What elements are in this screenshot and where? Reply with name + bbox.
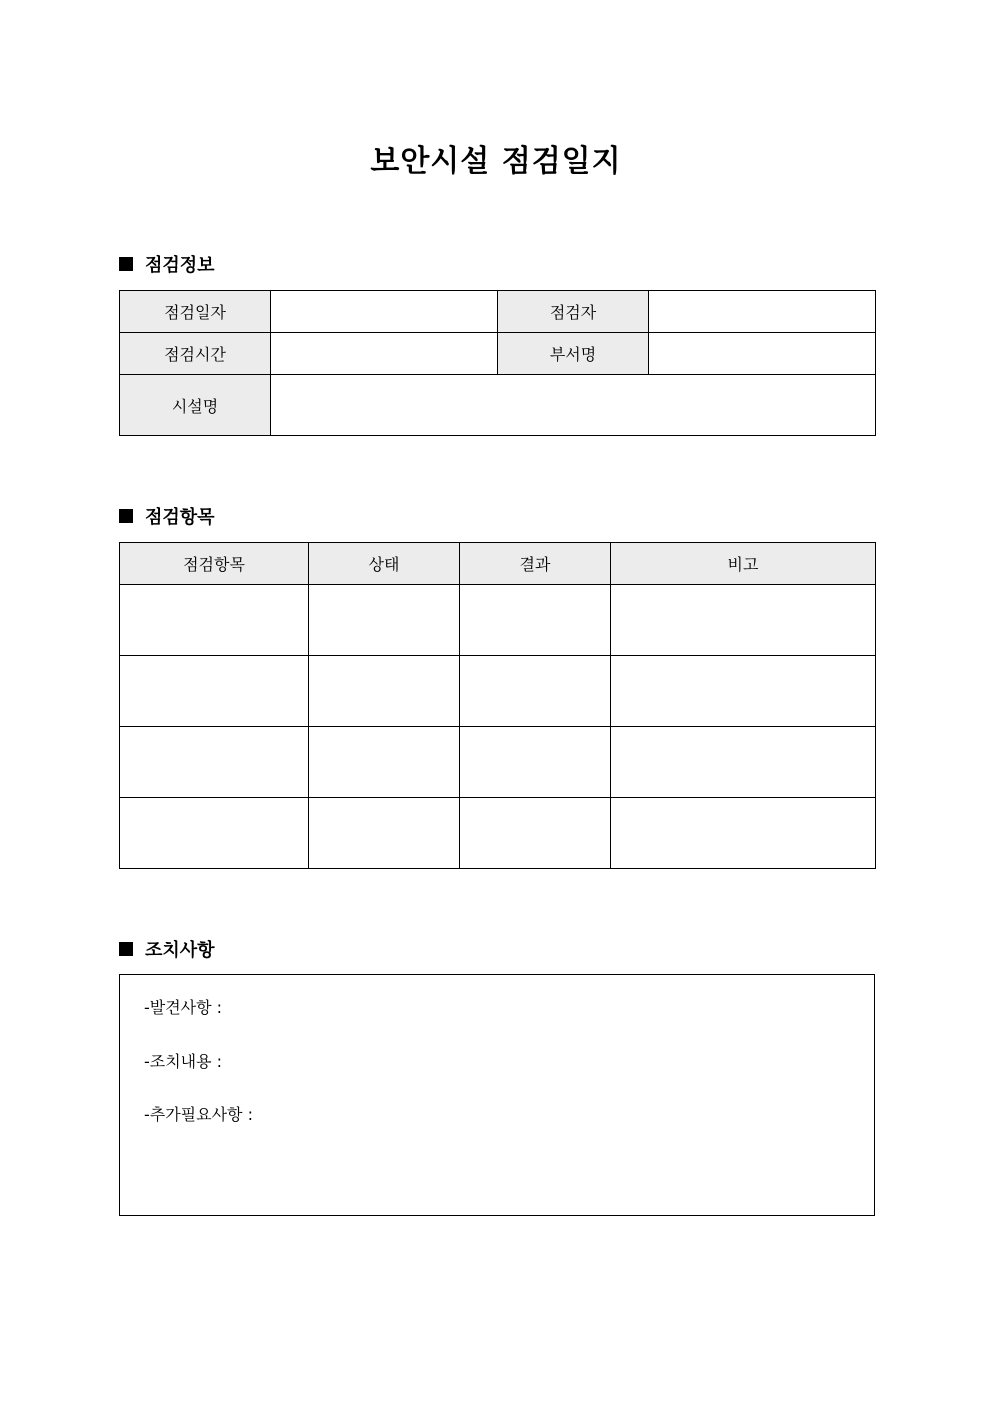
result-cell[interactable] xyxy=(460,798,611,869)
items-table xyxy=(119,542,876,869)
info-section-title: 점검정보 xyxy=(145,255,215,276)
table-row xyxy=(120,656,876,727)
column-header-result: 결과 xyxy=(460,543,611,585)
action-taken-line: -조치내용 : xyxy=(144,1052,223,1071)
remarks-cell[interactable] xyxy=(611,798,876,869)
item-cell[interactable] xyxy=(120,656,309,727)
status-cell[interactable] xyxy=(309,585,460,656)
info-row-date xyxy=(120,291,876,333)
column-header-remarks: 비고 xyxy=(611,543,876,585)
department-field[interactable] xyxy=(649,333,876,375)
result-cell[interactable] xyxy=(460,656,611,727)
item-cell[interactable] xyxy=(120,798,309,869)
remarks-cell[interactable] xyxy=(611,585,876,656)
action-section-heading xyxy=(119,937,215,961)
item-cell[interactable] xyxy=(120,727,309,798)
inspector-label: 점검자 xyxy=(498,291,649,333)
remarks-cell[interactable] xyxy=(611,656,876,727)
square-bullet-icon xyxy=(119,257,133,271)
column-header-item: 점검항목 xyxy=(120,543,309,585)
department-label: 부서명 xyxy=(498,333,649,375)
square-bullet-icon xyxy=(119,509,133,523)
document-title: 보안시설 점검일지 xyxy=(370,144,622,179)
items-section-title: 점검항목 xyxy=(145,507,215,528)
info-table xyxy=(119,290,876,436)
result-cell[interactable] xyxy=(460,585,611,656)
table-row xyxy=(120,798,876,869)
action-box[interactable] xyxy=(119,974,875,1216)
square-bullet-icon xyxy=(119,942,133,956)
action-section-title: 조치사항 xyxy=(145,940,215,961)
info-section-heading xyxy=(119,252,215,276)
column-header-status: 상태 xyxy=(309,543,460,585)
time-label: 점검시간 xyxy=(120,333,271,375)
date-field[interactable] xyxy=(271,291,498,333)
table-row xyxy=(120,727,876,798)
items-header-row xyxy=(120,543,876,585)
info-row-time xyxy=(120,333,876,375)
remarks-cell[interactable] xyxy=(611,727,876,798)
result-cell[interactable] xyxy=(460,727,611,798)
table-row xyxy=(120,585,876,656)
item-cell[interactable] xyxy=(120,585,309,656)
status-cell[interactable] xyxy=(309,798,460,869)
time-field[interactable] xyxy=(271,333,498,375)
additional-needs-line: -추가필요사항 : xyxy=(144,1105,253,1124)
facility-label: 시설명 xyxy=(120,375,271,436)
inspector-field[interactable] xyxy=(649,291,876,333)
status-cell[interactable] xyxy=(309,727,460,798)
items-section-heading xyxy=(119,504,215,528)
date-label: 점검일자 xyxy=(120,291,271,333)
findings-line: -발견사항 : xyxy=(144,998,223,1017)
info-row-facility xyxy=(120,375,876,436)
status-cell[interactable] xyxy=(309,656,460,727)
facility-field[interactable] xyxy=(271,375,876,436)
